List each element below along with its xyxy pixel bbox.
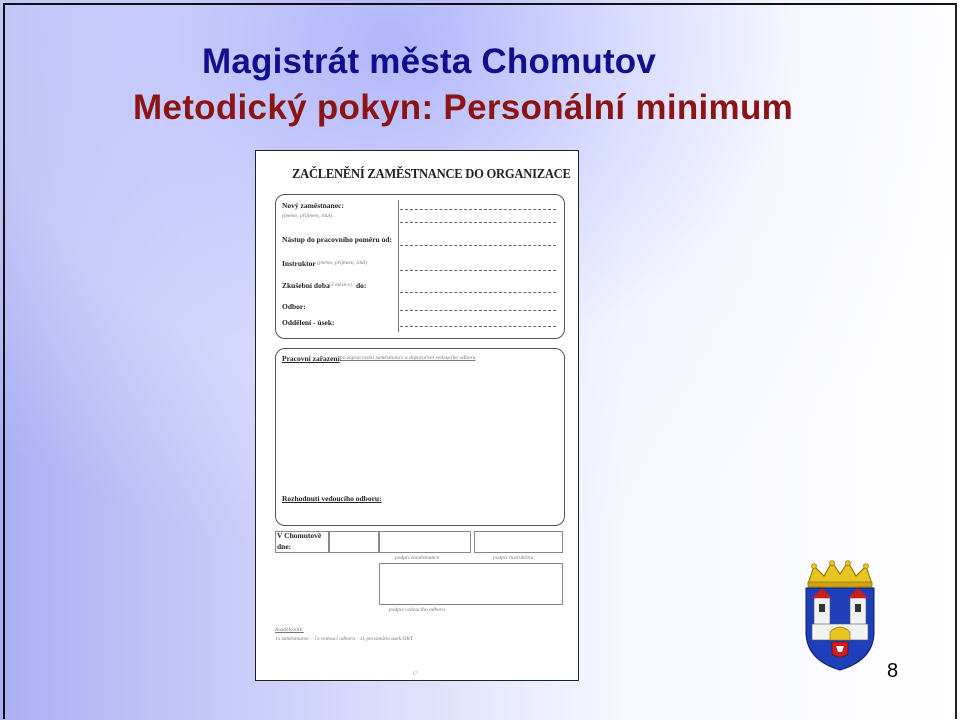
form-document xyxy=(255,150,579,681)
decision-label: Rozhodnutí vedoucího odboru: xyxy=(282,494,382,503)
distribution-title: Rozdělovník: xyxy=(275,627,304,633)
field-label-probation-until: do: xyxy=(356,281,367,290)
form-page-number: 17 xyxy=(412,672,417,677)
field-label-new-employee: Nový zaměstnanec: xyxy=(282,201,344,210)
signature-employee-label: podpis zaměstnance xyxy=(395,555,440,561)
interview-hint: po zapracování zaměstnance a doporučení vedoucího odboru xyxy=(340,355,476,361)
field-label-probation: Zkušební doba xyxy=(282,281,330,290)
form-title: ZAČLENĚNÍ ZAMĚSTNANCE DO ORGANIZACE xyxy=(292,167,571,182)
slide-title: Magistrát města Chomutov xyxy=(202,42,657,81)
signature-head-label: podpis vedoucího odboru xyxy=(389,607,445,613)
field-label-department: Odbor: xyxy=(282,302,306,311)
evaluation-box xyxy=(275,348,565,526)
date-place-label: V Chomutově xyxy=(277,531,322,540)
slide-subtitle: Metodický pokyn: Personální minimum xyxy=(133,88,794,127)
field-hint-instructor: (jméno, příjmení, titul) xyxy=(317,260,368,266)
date-label: dne: xyxy=(277,542,292,551)
field-hint-new-employee: (jméno, příjmení, titul) xyxy=(282,213,333,219)
coat-of-arms-icon xyxy=(802,560,878,672)
signature-instructor-label: podpis instruktora xyxy=(493,555,534,561)
field-label-instructor: Instruktor xyxy=(282,259,316,268)
slide-number: 8 xyxy=(887,660,899,682)
distribution-text: 1x zaměstnanec - 1x vedoucí odboru - 1x personální úsek OKT xyxy=(275,636,414,642)
field-hint-probation: (3 měsíce) xyxy=(329,282,352,288)
field-label-section: Oddělení - úsek: xyxy=(282,318,335,327)
signature-area xyxy=(275,531,563,619)
interview-label: Pracovní zařazení xyxy=(282,354,340,363)
employee-info-box xyxy=(275,194,565,339)
field-label-start-date: Nástup do pracovního poměru od: xyxy=(282,235,393,244)
